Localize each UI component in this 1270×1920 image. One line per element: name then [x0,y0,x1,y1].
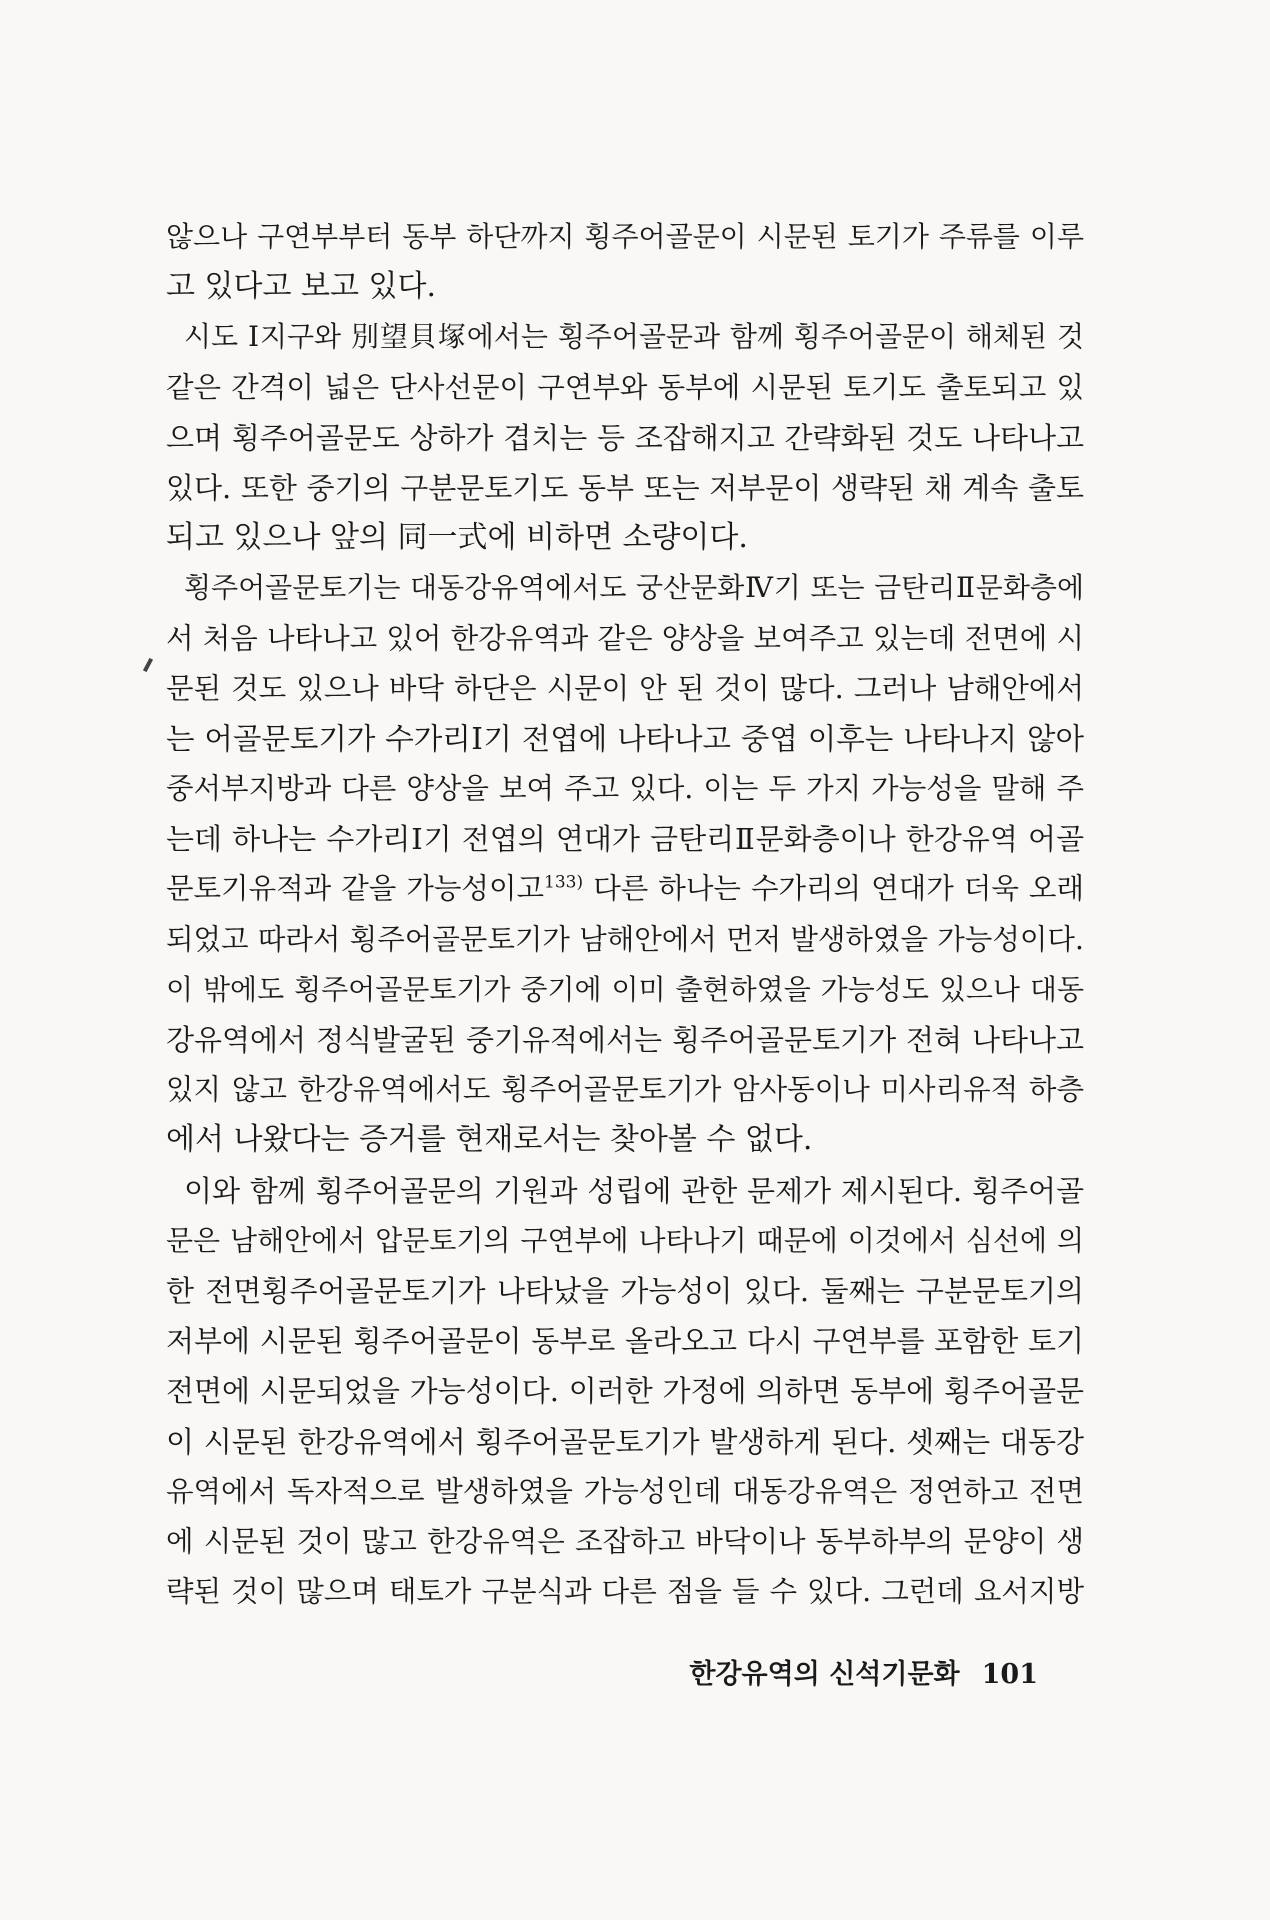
text-line: 같은 간격이 넓은 단사선문이 구연부와 동부에 시문된 토기도 출토되고 있 [166,370,1084,404]
page-footer [689,1652,1038,1691]
text-line: 는 어골문토기가 수가리Ⅰ기 전엽에 나타나고 중엽 이후는 나타나지 않아 [166,721,1084,756]
text-line: 유역에서 독자적으로 발생하였을 가능성인데 대동강유역은 정연하고 전면 [166,1474,1084,1508]
text-line: 는데 하나는 수가리Ⅰ기 전엽의 연대가 금탄리Ⅱ문화층이나 한강유역 어골 [166,822,1084,857]
text-line: 에서 나왔다는 증거를 현재로서는 찾아볼 수 없다. [166,1122,813,1158]
text-line: 한 전면횡주어골문토기가 나타났을 가능성이 있다. 둘째는 구분문토기의 [166,1273,1084,1308]
page-number: 101 [981,1659,1038,1690]
text-line: 이와 함께 횡주어골문의 기원과 성립에 관한 문제가 제시된다. 횡주어골 [184,1173,1084,1208]
stray-ink-mark [143,658,153,672]
body-text [166,212,1084,1617]
text-line: 고 있다고 보고 있다. [166,269,436,305]
text-line: 이 밖에도 횡주어골문토기가 중기에 이미 출현하였을 가능성도 있으나 대동 [166,972,1084,1006]
text-line: 있다. 또한 중기의 구분문토기도 동부 또는 저부문이 생략된 채 계속 출토 [166,470,1084,505]
text-line: 략된 것이 많으며 태토가 구분식과 다른 점을 들 수 있다. 그런데 요서지방 [166,1575,1084,1609]
text-line: 되고 있으나 앞의 同一式에 비하면 소량이다. [166,520,748,556]
text-line: 문은 남해안에서 압문토기의 구연부에 나타나기 때문에 이것에서 심선에 의 [166,1223,1084,1257]
text-segment: 다른 하나는 수가리의 연대가 더욱 오래 [593,872,1084,906]
text-line: 횡주어골문토기는 대동강유역에서도 궁산문화Ⅳ기 또는 금탄리Ⅱ문화층에 [184,571,1084,605]
text-line: 문된 것도 있으나 바닥 하단은 시문이 안 된 것이 많다. 그러나 남해안에서 [166,671,1084,705]
text-line: 이 시문된 한강유역에서 횡주어골문토기가 발생하게 된다. 셋째는 대동강 [166,1424,1084,1459]
text-line: 않으나 구연부부터 동부 하단까지 횡주어골문이 시문된 토기가 주류를 이루 [166,220,1084,253]
text-segment: 문토기유적과 같을 가능성이고 [166,872,545,906]
text-line: 중서부지방과 다른 양상을 보여 주고 있다. 이는 두 가지 가능성을 말해 주 [166,772,1084,806]
text-line [166,864,1084,914]
text-line: 시도 Ⅰ지구와 別望貝塚에서는 횡주어골문과 함께 횡주어골문이 해체된 것 [184,320,1084,354]
running-title: 한강유역의 신석기문화 [689,1659,960,1690]
text-line: 되었고 따라서 횡주어골문토기가 남해안에서 먼저 발생하였을 가능성이다. [166,922,1084,956]
text-line: 에 시문된 것이 많고 한강유역은 조잡하고 바닥이나 동부하부의 문양이 생 [166,1524,1084,1558]
text-line: 있지 않고 한강유역에서도 횡주어골문토기가 암사동이나 미사리유적 하층 [166,1073,1084,1107]
text-line: 전면에 시문되었을 가능성이다. 이러한 가정에 의하면 동부에 횡주어골문 [166,1374,1084,1409]
text-line: 으며 횡주어골문도 상하가 겹치는 등 조잡해지고 간략화된 것도 나타나고 [166,420,1084,455]
text-line: 강유역에서 정식발굴된 중기유적에서는 횡주어골문토기가 전혀 나타나고 [166,1023,1084,1057]
text-line: 저부에 시문된 횡주어골문이 동부로 올라오고 다시 구연부를 포함한 토기 [166,1324,1084,1359]
text-line: 서 처음 나타나고 있어 한강유역과 같은 양상을 보여주고 있는데 전면에 시 [166,621,1084,655]
footnote-reference: 133) [544,872,584,893]
